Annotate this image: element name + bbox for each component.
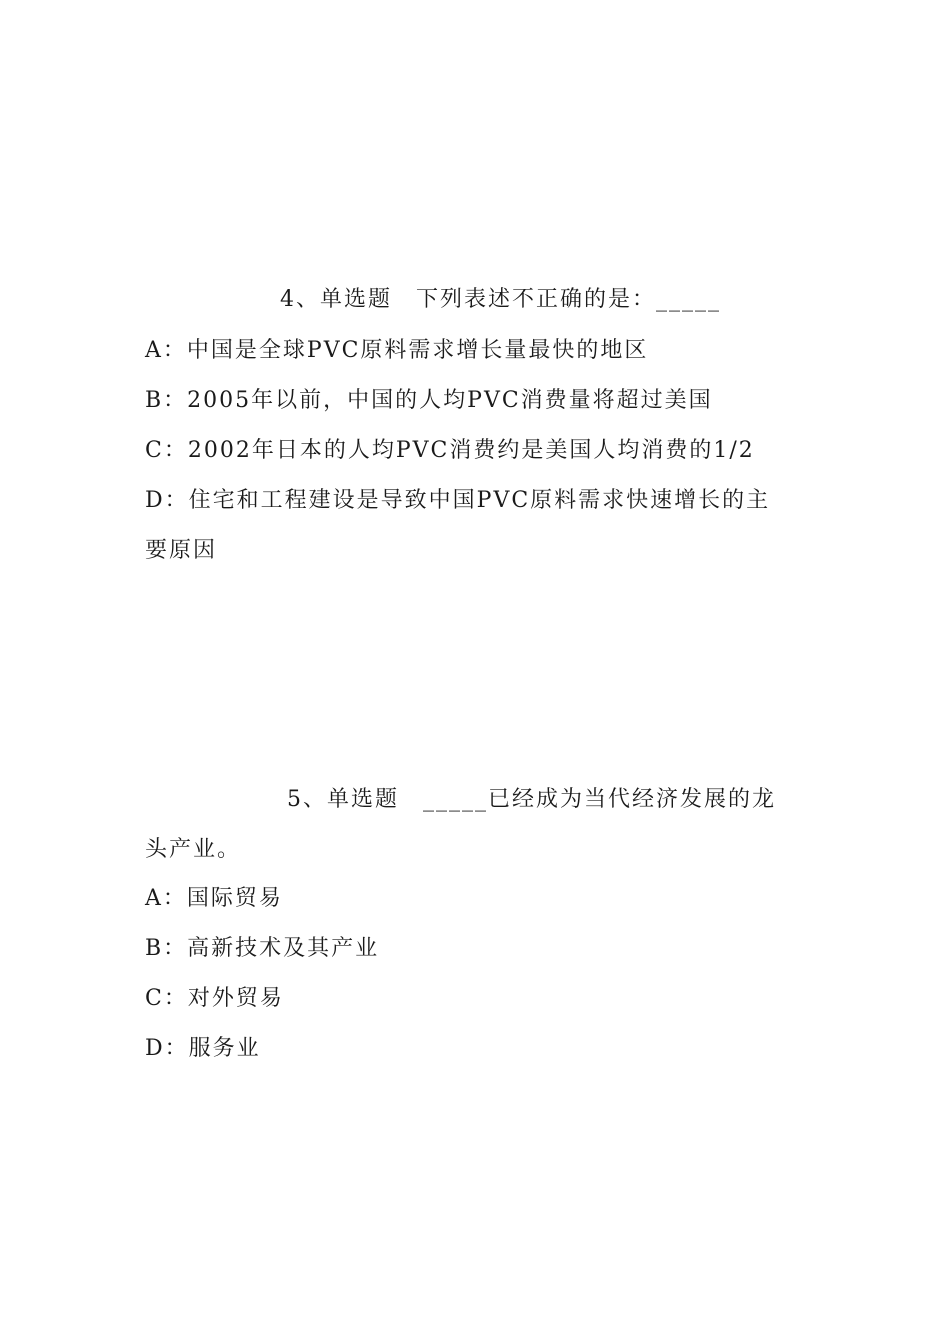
- question-4-option-c: C：2002年日本的人均PVC消费约是美国人均消费的1/2: [145, 438, 755, 463]
- question-4-option-a: A：中国是全球PVC原料需求增长量最快的地区: [145, 338, 649, 363]
- question-5-stem-continued: 头产业。: [145, 837, 242, 862]
- question-4-option-d: D：住宅和工程建设是导致中国PVC原料需求快速增长的主: [145, 488, 771, 513]
- question-5-text: _____已经成为当代经济发展的龙: [423, 787, 777, 812]
- question-5-option-a: A：国际贸易: [145, 886, 283, 911]
- question-5-option-b: B：高新技术及其产业: [145, 936, 380, 961]
- question-4-text: 下列表述不正确的是：_____: [416, 287, 722, 312]
- question-5-option-d: D：服务业: [145, 1036, 261, 1061]
- question-5-option-c: C：对外贸易: [145, 986, 284, 1011]
- question-5-stem: [287, 787, 776, 813]
- question-4-stem: [280, 287, 721, 313]
- question-4-option-d-continued: 要原因: [145, 538, 218, 563]
- question-4-option-b: B：2005年以前，中国的人均PVC消费量将超过美国: [145, 388, 713, 413]
- question-5-prefix: 5、单选题: [287, 787, 399, 812]
- question-4-prefix: 4、单选题: [280, 287, 392, 312]
